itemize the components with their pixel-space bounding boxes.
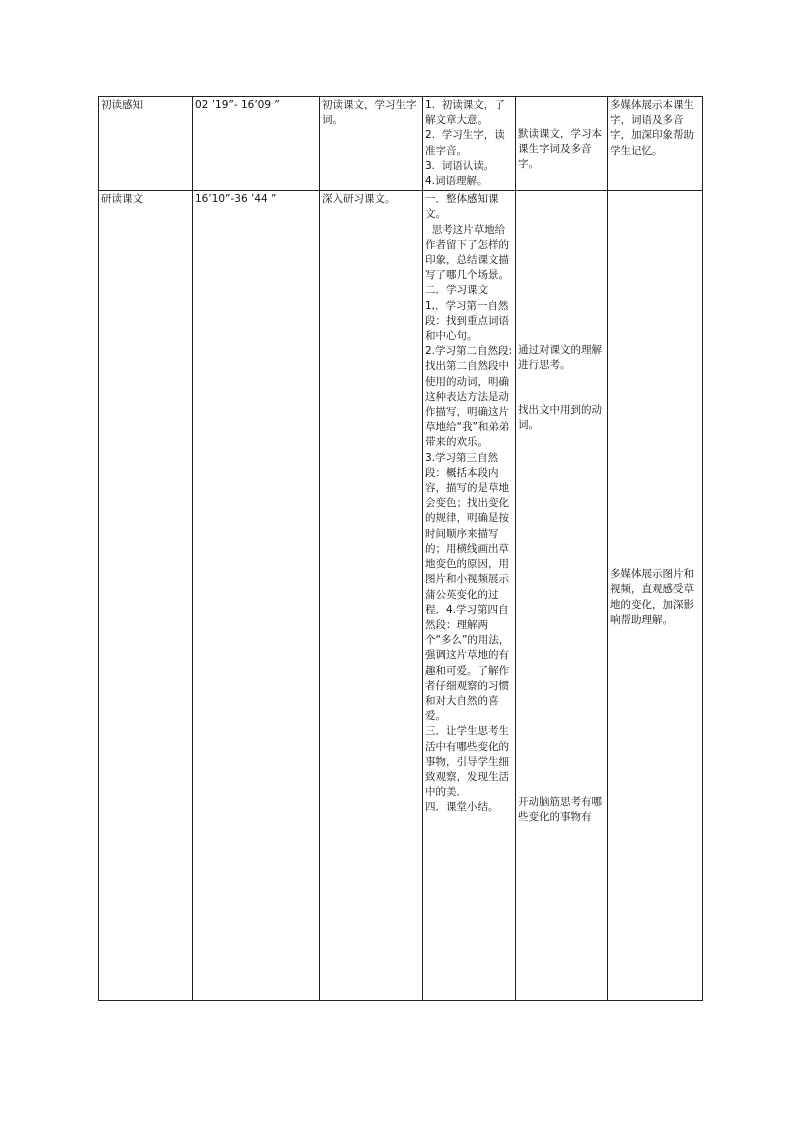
teacher-activity-cell: [423, 191, 516, 1001]
goal-cell: 深入研习课文。: [320, 191, 423, 1001]
teacher-step: 4.词语理解。: [425, 175, 488, 188]
teacher-step: 思考这片草地给作者留下了怎样的印象，总结课文描写了哪几个场景。: [425, 223, 509, 282]
teacher-step: 3.学习第三自然段：概括本段内容，描写的是草地会变色；找出变化的规律，明确是按时间顺序来描写的；用横线画出草地变色的原因，用图片和小视频展示蒲公英变化的过程．4.学习第四自然段：理解两个“多么”的用法，强调这片草地的有趣和可爱。了解作者仔细观察的习惯和对大自然的喜爱。: [425, 451, 510, 723]
teacher-step: 2. 学习生字，读准字音。: [425, 129, 505, 157]
student-activity: 默读课文，学习本课生字词及多音字。: [518, 128, 602, 171]
lesson-plan-table: [98, 96, 703, 1001]
teacher-step: 1. 初读课文，了解文章大意。: [425, 99, 505, 127]
student-activity-cell: [516, 97, 608, 191]
table-row: [99, 191, 703, 1001]
media-cell: [608, 191, 703, 1001]
time-cell: 16’10”-36 ’44 ”: [193, 191, 320, 1001]
student-activity-cell: [516, 191, 608, 1001]
media-cell: 多媒体展示本课生字，词语及多音字，加深印象帮助学生记忆。: [608, 97, 703, 191]
teacher-step: 3. 词语认读。: [425, 159, 495, 172]
teacher-step: 1,．学习第一自然段：找到重点词语和中心句。: [425, 299, 509, 343]
teacher-step: 2.学习第二自然段:找出第二自然段中使用的动词，明确这种表达方法是动作描写，明确这片草地给“我”和弟弟带来的欢乐。: [425, 345, 513, 449]
table-row: [99, 97, 703, 191]
teacher-step: 二．学习课文: [425, 284, 488, 297]
teacher-activity-cell: [423, 97, 516, 191]
media-description: 多媒体展示图片和视频，直观感受草地的变化，加深影响帮助理解。: [610, 568, 694, 626]
goal-cell: 初读课文，学习生字词。: [320, 97, 423, 191]
teacher-step: 四．课堂小结。: [425, 801, 499, 814]
stage-cell: 研读课文: [99, 191, 193, 1001]
stage-cell: 初读感知: [99, 97, 193, 191]
student-activity: 开动脑筋思考有哪些变化的事物有: [518, 796, 602, 824]
teacher-step: 三．让学生思考生活中有哪些变化的事物，引导学生细致观察，发现生活中的美．: [425, 725, 509, 799]
student-activity: 找出文中用到的动词。: [518, 404, 602, 432]
time-cell: 02 ’19”- 16’09 ”: [193, 97, 320, 191]
teacher-step: 一．整体感知课文。: [425, 193, 499, 221]
student-activity: 通过对课文的理解进行思考。: [518, 344, 602, 372]
